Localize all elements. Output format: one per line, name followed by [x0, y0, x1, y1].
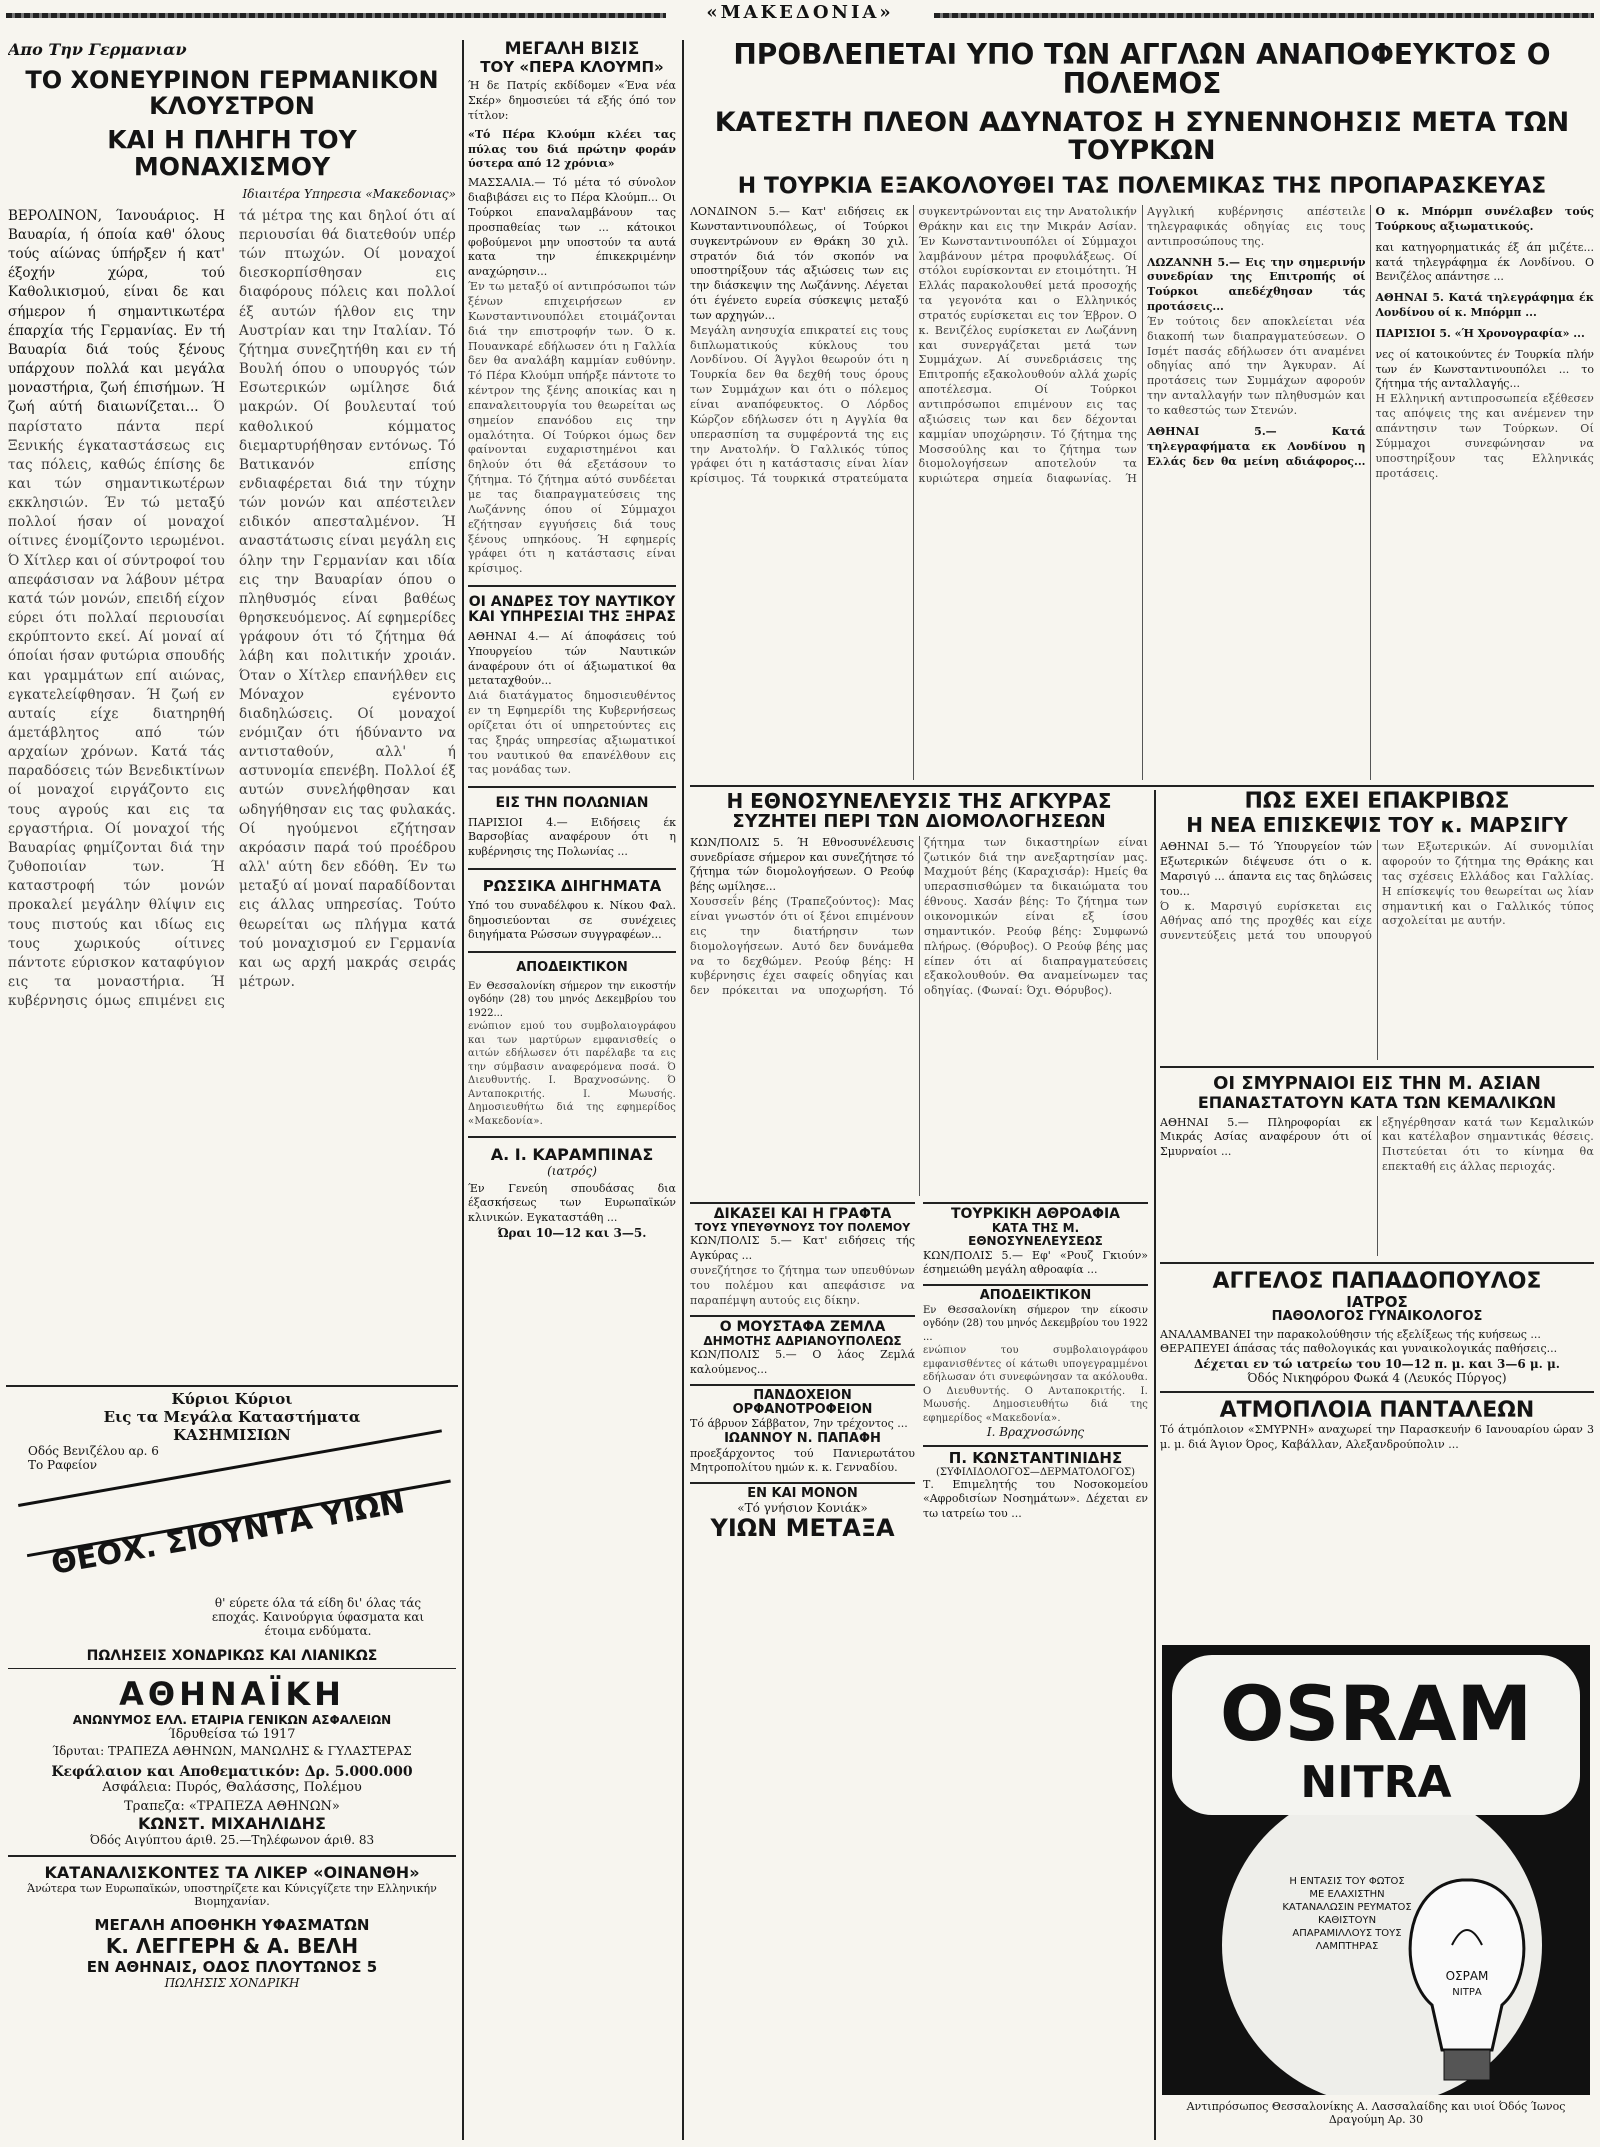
article-byline: Ιδιαιτέρα Υπηρεσια «Μακεδονιας» [242, 186, 456, 201]
angora-text: ΚΩΝ/ΠΟΛΙΣ 5. Ή Εθνοσυνέλευσις συνεδρίασε σήμερον και συνεζήτησε τό ζήτημα τών διομολογήσεων. Ο Ρεούφ βέης ωμίλησε... [690, 835, 914, 894]
smyrniots-continuation: εξηγέρθησαν κατά των Κεμαλικών και κατέλαβον σημαντικάς θέσεις. Πιστεύεται ότι το κίνημα θα επεκταθή εις άλλας περιοχάς. [1382, 1115, 1594, 1174]
bulb-type-greek: ΝΙΤΡΑ [1452, 1987, 1482, 1998]
konstantinidis-specialty: (ΣΥΦΙΛΙΔΟΛΟΓΟΣ—ΔΕΡΜΑΤΟΛΟΓΟΣ) [935, 1466, 1136, 1478]
store-ad-name: ΚΑΣΗΜΙΣΙΩΝ [173, 1426, 291, 1444]
section-rule [468, 868, 676, 870]
konstantinidis-body: Τ. Επιμελητής του Νοσοκομείου «Αφροδισίων Νοσημάτων». Δέχεται εν τω ιατρείω του ... [923, 1477, 1148, 1521]
section-rule [468, 1136, 676, 1138]
pera-club-continuation: Έν τω μεταξύ οί αντιπρόσωποι τών ξένων επιχειρήσεων εν Κωνσταντινουπόλει ετοιμάζονται διά την επιστροφήν των. Ό κ. Πουανκαρέ εδήλωσεν ότι η Γαλλία δεν θα αναλάβη καμμίαν ευθύνην. Τό Πέρα Κλούμπ υπήρξε πάντοτε το κέντρον της ξένης αποικίας και η επαναλειτουργία του θεωρείται ως σημείον επανόδου εις την ομαλότητα. Οί Τούρκοι όμως δεν φαίνονται ευχαριστημένοι και δηλούν ότι θά εξετάσουν το ζήτημα. Τό ζήτημα αύτό συνδέεται με τας διαπραγματεύσεις της Λωζάννης όπου οί Σύμμαχοι εζήτησαν εγγυήσεις διά τους ξένους υπηκόους. Ή εφημερίς γράφει ότι η κατάστασις είναι κρίσιμος. [468, 280, 676, 576]
masthead-title: «ΜΑΚΕΔΟΝΙΑ» [706, 2, 894, 23]
fabric-store-footer: ΠΩΛΗΣΙΣ ΧΟΝΔΡΙΚΗ [164, 1976, 300, 1990]
pantaleon-body: Τό άτμόπλοιον «ΣΜΥΡΝΗ» αναχωρεί την Παρασκευήν 6 Ιανουαρίου ώραν 3 μ. μ. διά Άγιον Όρος, Καβάλλαν, Αλεξανδρούπολιν ... [1160, 1423, 1594, 1452]
demonstration-body: ΚΩΝ/ΠΟΛΙΣ 5.— Εφ' «Ρουζ Γκιούν» έσημειώθη μεγάλη αθροαφία ... [923, 1248, 1148, 1277]
demonstration-headline: ΚΑΤΑ ΤΗΣ Μ. ΕΘΝΟΣΥΝΕΛΕΥΣΕΩΣ [968, 1221, 1103, 1249]
article-body [8, 207, 456, 1012]
zemla-subheadline: ΔΗΜΟΤΗΣ ΑΔΡΙΑΝΟΥΠΟΛΕΩΣ [703, 1333, 902, 1348]
osram-ad [1162, 1645, 1590, 2095]
metaxa-brand: ΥΙΩΝ ΜΕΤΑΞΑ [710, 1514, 895, 1543]
lead-article-body [690, 205, 1594, 780]
ads-column-1 [8, 1390, 456, 2140]
store-ad-line1: Κύριοι Κύριοι [171, 1390, 293, 1408]
lead-article-continuation: Μεγάλη ανησυχία επικρατεί εις τους διπλωματικούς κύκλους του Λονδίνου. Οί Άγγλοι θεωρούν ότι η Τουρκία δεν θα δεχθή τους όρους των Συμμάχων και ότι ο πόλεμος είναι αναπόφευκτος. Ο Λόρδος Κώρζον εδήλωσεν ότι η Αγγλία θα υπερασπίση τα συμφέροντά της εις την Ανατολήν. Ό Γαλλικός τύπος γράφει ότι η κατάστασις είναι λίαν κρίσιμος. Τά τουρκικά στρατεύματα συγκεντρώνονται εις την Ανατολικήν Θράκην και εις την Μικράν Ασίαν. Έν Κωνσταντινουπόλει οί Σύμμαχοι λαμβάνουν μέτρα προφυλάξεως. Οί στόλοι ευρίσκονται εν ετοιμότητι. Ή Ελλάς παρακολουθεί μετά προσοχής τα γεγονότα και ο Ελληνικός στρατός ευρίσκεται εις τον Έβρον. Ο κ. Βενιζέλος ευρίσκεται εν Λωζάννη και συνεργάζεται μετά των Συμμάχων. Αί συνεδριάσεις της Επιτροπής εξακολουθούν αλλά χωρίς αποτέλεσμα. Οί Τούρκοι αντιπρόσωποι επιμένουν εις τας αξιώσεις των και δεν δέχονται καμμίαν υποχώρησιν. Τό ζήτημα της Μοσσούλης και το ζήτημα των διομολογήσεων αποτελούν τα κυριώτερα σημεία διαφωνίας. Ή Αγγλική κυβέρνησις απέστειλε τηλεγραφικάς οδηγίας εις τους αντιπροσώπους της. [690, 205, 1366, 486]
siounta-banner [8, 1476, 456, 1596]
section-rule [468, 786, 676, 788]
block-trials [690, 1202, 915, 1542]
pera-club-intro: Ή δε Πατρίς εκδίδομεν «Ένα νέα Σκέρ» δημοσιεύει τά εξής όπό τον τίτλον: [468, 79, 676, 122]
section-rule [1160, 1262, 1594, 1264]
athinaiki-agent-head: Τραπεζα: «ΤΡΑΠΕΖΑ ΑΘΗΝΩΝ» [124, 1799, 340, 1814]
article-monasticism [8, 40, 456, 1380]
ad-rule [8, 1855, 456, 1857]
osram-footer: Αντιπρόσωπος Θεσσαλονίκης Α. Λασσαλαίδης και υιοί Όδός Ίωνος Δραγούμη Αρ. 30 [1186, 2100, 1566, 2126]
marsigu-continuation: Ό κ. Μαρσιγύ ευρίσκεται εις Αθήνας από της προχθές και είχε συνεντεύξεις μετά του υπουργού των Εξωτερικών. Αί συνομιλίαι αφορούν το ζήτημα της Θράκης και τας σχέσεις Ελλάδος και Γαλλίας. Η επίσκεψίς του θεωρείται ως λίαν σημαντική και ο Γαλλικός τύπος ασχολείται με αυτήν. [1160, 840, 1594, 943]
orphanage-name: ΙΩΑΝΝΟΥ Ν. ΠΑΠΑΦΗ [724, 1431, 881, 1447]
pantaleon-headline: ΑΤΜΟΠΛΟΙΑ ΠΑΝΤΑΛΕΩΝ [1219, 1398, 1535, 1424]
lead-article-text: ΛΟΝΔΙΝΟΝ 5.— Κατ' ειδήσεις εκ Κωνσταντινουπόλεως, οί Τούρκοι συγκεντρώνουν εν Θράκη 30 χιλ. στρατόν διά τόν σκοπόν να υποστηρίξουν τάς αξιώσεις των εις την διάσκεψιν της Λωζάννης. Λέγεται ότι έγένετο ευρεία σύσκεψις μεταξύ των αρχηγών... [690, 205, 909, 322]
masthead-rule-right [934, 13, 1594, 18]
column-rule [1154, 790, 1156, 2140]
navy-headline: ΟΙ ΑΝΔΡΕΣ ΤΟΥ ΝΑΥΤΙΚΟΥ ΚΑΙ ΥΠΗΡΕΣΙΑΙ ΤΗΣ ΞΗΡΑΣ [468, 594, 676, 626]
far-column-1: και κατηγορηματικάς έξ άπ μιζέτε... κατά τηλεγράφημα έκ Λονδίνου. Ο Βενιζέλος απάντησε ... [1375, 240, 1594, 284]
angelos-title: ΙΑΤΡΟΣ [1346, 1292, 1408, 1311]
marsigu-body: ΑΘΗΝΑΙ 5.— Τό Ύπουργείον τών Εξωτερικών διέψευσε ότι ο κ. Μαρσιγύ ... άπαντα εις τας δηλώσεις του... [1160, 840, 1372, 898]
athinaiki-subtitle: ΑΝΩΝΥΜΟΣ ΕΛΛ. ΕΤΑΙΡΙΑ ΓΕΝΙΚΩΝ ΑΣΦΑΛΕΙΩΝ [72, 1713, 392, 1727]
section-rule [468, 951, 676, 953]
angora-kicker: Η ΕΘΝΟΣΥΝΕΛΕΥΣΙΣ ΤΗΣ ΑΓΚΥΡΑΣ [726, 790, 1112, 813]
orphanage-body: Τό άβρυον Σάββατον, 7ην τρέχοντος ... [690, 1417, 908, 1431]
siounta-title: ΘΕΟΧ. ΣΙΟΥΝΤΑ ΥΙΩΝ [48, 1485, 408, 1582]
block-demonstration [923, 1202, 1148, 1542]
lausanne-report: ΛΩΖΑΝΝΗ 5.— Εις την σημερινήν συνεδρίαν της Επιτροπής οί Τούρκοι απεδέχθησαν τάς προτάσεις... [1147, 255, 1366, 314]
athinaiki-capital: Κεφάλαιον και Αποθεματικόν: Δρ. 5.000.000 [51, 1764, 413, 1780]
angora-headline: ΣΥΖΗΤΕΙ ΠΕΡΙ ΤΩΝ ΔΙΟΜΟΛΟΓΗΣΕΩΝ [732, 811, 1106, 832]
sales-line: ΠΩΛΗΣΕΙΣ ΧΟΝΔΡΙΚΩΣ ΚΑΙ ΛΙΑΝΙΚΩΣ [8, 1648, 456, 1669]
section-rule [690, 785, 1594, 787]
russia-headline: ΡΩΣΣΙΚΑ ΔΙΗΓΗΜΑΤΑ [482, 877, 662, 896]
marsigu-headline: Η ΝΕΑ ΕΠΙΣΚΕΨΙΣ ΤΟΥ κ. ΜΑΡΣΙΓΥ [1186, 813, 1568, 838]
athens-report: ΑΘΗΝΑΙ 5.— Κατά τηλεγραφήματα εκ Λονδίνου η Ελλάς δεν θα μείνη αδιάφορος... Ο κ. Μπόρμπ συνέλαβεν τούς Τούρκους αξιωματικούς. [1147, 205, 1594, 468]
fabric-store-address: ΕΝ ΑΘΗΝΑΙΣ, ΟΔΟΣ ΠΛΟΥΤΩΝΟΣ 5 [86, 1958, 378, 1976]
marsigu-body-cols [1160, 840, 1594, 1060]
article-lead: ΒΕΡΟΛΙΝΟΝ, Ίανουάριος. Η Βαυαρία, ή όποία καθ' όλους τούς αίώνας ύπήρξεν ή κατ' έξοχήν χώρα, τού Καθολικισμού, είναι δε και σήμερον ή σημαντικωτέρα έπαρχία τής Γερμανίας. Εν τή Βαυαρία διά τούς ξένους υπάρχουν πολλά και μεγάλα μοναστήρια, ζωή έπισήμων. Ή ζωή αύτή διαιωνίζεται... [8, 207, 225, 416]
athinaiki-agent: ΚΩΝΣΤ. ΜΙΧΑΗΛΙΔΗΣ [138, 1814, 326, 1833]
siounta-text: θ' εύρετε όλα τά είδη δι' όλας τάς εποχάς. Καινούργια ύφασματα και έτοιμα ενδύματα. [211, 1596, 425, 1638]
receipt-body: Εν Θεσσαλονίκη σήμερον την εικοστήν ογδόην (28) του μηνός Δεκεμβρίου του 1922... [468, 980, 676, 1019]
receipt-2-headline: ΑΠΟΔΕΙΚΤΙΚΟΝ [923, 1284, 1148, 1303]
metaxa-kicker: ΕΝ ΚΑΙ ΜΟΝΟΝ [690, 1482, 915, 1501]
smyrniots-subheadline: ΕΠΑΝΑΣΤΑΤΟΥΝ ΚΑΤΑ ΤΩΝ ΚΕΜΑΛΙΚΩΝ [1197, 1092, 1557, 1112]
smyrniots-body-cols [1160, 1116, 1594, 1256]
doctor-title: (ιατρός) [547, 1163, 597, 1178]
trials-body: ΚΩΝ/ΠΟΛΙΣ 5.— Κατ' ειδήσεις τής Αγκύρας ... [690, 1234, 915, 1263]
receipt-2-continuation: ενώπιον του συμβολαιογράφου εμφανισθέντες οί κάτωθι υπογεγραμμένοι εδήλωσαν ότι συνεφώνησαν τα ακόλουθα. Ο Διευθυντής. Ο Ανταποκριτής. Ι. Μωυσής. Δημοσιευθήτω διά της εφημερίδος «Μακεδονία». [923, 1345, 1148, 1424]
konstantinidis-name: Π. ΚΩΝΣΤΑΝΤΙΝΙΔΗΣ [923, 1445, 1148, 1467]
far-athens: ΑΘΗΝΑΙ 5. Κατά τηλεγράφημα έκ Λονδίνου οί κ. Μπόρμπ ... [1375, 291, 1594, 320]
orphanage-body-2: προεξάρχοντος τού Πανιερωτάτου Μητροπολίτου ημών κ. κ. Γενναδίου. [690, 1446, 915, 1475]
doctor-hours: Ώραι 10—12 και 3—5. [497, 1226, 647, 1241]
zemla-headline: Ο ΜΟΥΣΤΑΦΑ ΖΕΜΛΑ [690, 1315, 915, 1335]
receipt-2-signature: Ι. Βραχνοσώνης [986, 1425, 1085, 1440]
trials-continuation: συνεζήτησε το ζήτημα των υπευθύνων του πολέμου και απεφάσισε να παραπέμψη αυτούς εις δίκην. [690, 1263, 915, 1307]
marsigu-kicker: ΠΩΣ ΕΧΕΙ ΕΠΑΚΡΙΒΩΣ [1244, 790, 1510, 814]
osram-product: NITRA [1300, 1757, 1452, 1808]
smyrniots-headline: ΟΙ ΣΜΥΡΝΑΙΟΙ ΕΙΣ ΤΗΝ Μ. ΑΣΙΑΝ [1213, 1073, 1541, 1095]
column-rule [682, 40, 684, 2140]
osram-ad-art [1162, 1645, 1590, 2095]
angelos-line-1: ΑΝΑΛΑΜΒΑΝΕΙ την παρακολούθησιν τής εξελίξεως τής κυήσεως ... [1160, 1327, 1541, 1341]
masthead-rule-left [6, 13, 666, 18]
receipt-continuation: ενώπιον εμού του συμβολαιογράφου και των μαρτύρων εμφανισθείς ο αιτών εδήλωσεν ότι παρέλαβε τα εις την σύμβασιν αναφερόμενα ποσά. Ό Διευθυντής. Ι. Βραχνοσώνης. Ό Ανταποκριτής. Ι. Μωυσής. Δημοσιευθήτω διά της εφημερίδος «Μακεδονία». [468, 1021, 676, 1127]
section-rule [1160, 1391, 1594, 1393]
angelos-hours: Δέχεται εν τώ ιατρείω του 10—12 π. μ. και 3—6 μ. μ. [1194, 1357, 1560, 1372]
athinaiki-address: Όδός Αιγύπτου άριθ. 25.—Τηλέφωνον άριθ. 83 [89, 1833, 375, 1847]
pera-club-subhead: «Τό Πέρα Κλούμπ κλέει τας πύλας του διά πρώτην φοράν ύστερα από 12 χρόνια» [468, 127, 676, 171]
navy-continuation: Διά διατάγματος δημοσιευθέντος εν τη Εφημερίδι της Κυβερνήσεως ορίζεται ότι οί υπηρετούντες εις τας ξηράς υπηρεσίας αξιωματικοί του ναυτικού θα επανέλθουν εις τας μονάδας των. [468, 689, 676, 777]
store-ad-line2: Εις τα Μεγάλα Καταστήματα [103, 1408, 361, 1426]
far-continuation: Η Ελληνική αντιπροσωπεία εξέθεσεν τας απόψεις της και ανέμενεν την απάντησιν των Τούρκων. Οί Σύμμαχοι συνεφώνησαν να υποστηρίξουν τας Ελληνικάς προτάσεις. [1375, 392, 1594, 480]
trials-headline: ΔΙΚΑΣΕΙ ΚΑΙ Η ΓΡΑΦΤΑ [690, 1202, 915, 1222]
article-continuation: Ό παρίστατο πάντα περί Ξενικής έγκαταστάσεως εις τας πόλεις, καθώς έπίσης δε και τών σημαντικωτέρων εκκλησιών. Έν τώ μεταξύ πολλοί ήσαν οί μοναχοί οίτινες ένομίζοντο ιερωμένοι. Ό Χίτλερ και οί σύντροφοί του απεφάσισαν να λάβουν μέτρα κατά τών μονών, επειδή είχον εύρει ότι πολλαί περιουσίαι εκρύπτοντο εκεί. Αί μοναί αί όποίαι ήσαν φυτώρια σπουδής και γραμμάτων επί αιώνας, εγκατελείφθησαν. Ή ζωή εν αυταίς είχε διατηρηθή άμετάβλητος από τών αρχαίων χρόνων. Κατά τάς παραδόσεις τών Βενεδικτίνων οί μοναχοί ειργάζοντο εις τους αγρούς και εις τα εργαστήρια. Οί μοναχοί τής Βαυαρίας φημίζονται διά την ζυθοποιίαν των. Ή καταστροφή τών μονών προκαλεί μεγάλην θλίψιν εις τους πιστούς και ιδίως εις τους χωρικούς οίτινες πάντοτε εύρισκον καταφύγιον εις τα μοναστήρια. Ή κυβέρνησις όμως επιμένει εις τά μέτρα της και δηλοί ότι αί περιουσίαι θά διατεθούν υπέρ τών πτωχών. Οί μοναχοί διεσκορπίσθησαν εις διαφόρους πόλεις και πολλοί έξ αυτών ήλθον εις την Αυστρίαν και την Ιταλίαν. Τό ζήτημα συνεζητήθη και εν τή Βουλή όπου ο υπουργός τών Εσωτερικών ωμίλησε διά μακρών. Οί βουλευταί τού καθολικού κόμματος διεμαρτυρήθησαν εντόνως. Τό Βατικανόν επίσης ενδιαφέρεται διά την τύχην τών μονών και απέστειλεν ειδικόν απεσταλμένον. Ή αναστάτωσις είναι μεγάλη εις όλην την Γερμανίαν και ιδία εις την Βαυαρίαν όπου ο πληθυσμός είναι βαθέως θρησκευόμενος. Αί εφημερίδες γράφουν ότι τό ζήτημα θά λάβη και πολιτικήν χροιάν. Όταν ο Χίτλερ επανήλθεν εις Μόναχον εγένοντο διαδηλώσεις. Οί μοναχοί ενόμιζαν ότι ήδύναντο να αντισταθούν, αλλ' ή αστυνομία επενέβη. Πολλοί έξ αυτών συνελήφθησαν και ωδηγήθησαν εις τας φυλακάς. Οί ηγούμενοι εζήτησαν ακρόασιν παρά τού προέδρου αλλ' αύτη δεν εδόθη. Έν τω μεταξύ αί μοναί παραδίδονται εις άλλας υπηρεσίας. Τούτο θεωρείται ως πλήγμα κατά τού μοναχισμού εν Γερμανία και ως αρχή μακράς σειράς μέτρων. [8, 207, 456, 1010]
pera-club-subheadline: ΤΟΥ «ΠΕΡΑ ΚΛΟΥΜΠ» [480, 57, 664, 76]
trials-subheadline: ΤΟΥΣ ΥΠΕΥΘΥΝΟΥΣ ΤΟΥ ΠΟΛΕΜΟΥ [694, 1221, 911, 1235]
article-headline: ΤΟ ΧΟΝΕΥΡΙΝΟΝ ΓΕΡΜΑΝΙΚΟΝ ΚΛΟΥΣΤΡΟΝ [25, 66, 439, 121]
navy-body: ΑΘΗΝΑΙ 4.— Αί άποφάσεις τού Υπουργείου τών Ναυτικών άναφέρουν ότι οί άξιωματικοί θα μεταταχθούν... [468, 629, 676, 688]
athinaiki-title: ΑΘΗΝΑΪΚΗ [119, 1675, 345, 1713]
angora-continuation: Χουσσεΐν βέης (Τραπεζούντος): Μας είναι γνωστόν ότι οί ξένοι επιμένουν εις την διατήρησιν των διομολογήσεων. Αυτό δεν δυνάμεθα να το δεχθώμεν. Ρεούφ βέης: Η κυβέρνησις έχει σαφείς οδηγίας και δεν πρόκειται να υποχωρήση. Τό ζήτημα των δικαστηρίων είναι ζωτικόν διά την ανεξαρτησίαν μας. Μαχμούτ βέης (Καραχισάρ): Ημείς θα υπερασπισθώμεν τα δικαιώματα του έθνους. Χασάν βέης: Το ζήτημα των οικονομικών είναι εξ ίσου σημαντικόν. Ρεούφ βέης: Συμφωνώ πλήρως. (Θόρυβος). Ο Ρεούφ βέης μας είπεν ότι αί διαπραγματεύσεις εξακολουθούν. Θα αναμείνωμεν τας οδηγίας. (Φωναί: Όχι. Θόρυβος). [690, 835, 1148, 998]
poland-headline: ΕΙΣ ΤΗΝ ΠΟΛΩΝΙΑΝ [495, 795, 649, 812]
lead-headline-1: ΠΡΟΒΛΕΠΕΤΑΙ ΥΠΟ ΤΩΝ ΑΓΓΛΩΝ ΑΝΑΠΟΦΕΥΚΤΟΣ Ο ΠΟΛΕΜΟΣ [733, 40, 1551, 101]
column-rule [462, 40, 464, 2140]
article-kicker: Απο Την Γερμανιαν [8, 40, 187, 59]
athinaiki-founders: Ίδρυται: ΤΡΑΠΕΖΑ ΑΘΗΝΩΝ, ΜΑΝΩΛΗΣ & ΓΥΛΑΣΤΕΡΑΣ [52, 1744, 412, 1758]
angora-body [690, 836, 1148, 1196]
store-ad-address-2: Το Ραφείον [28, 1458, 98, 1472]
fabric-store-name: Κ. ΛΕΓΓΕΡΗ & Α. ΒΕΛΗ [105, 1934, 359, 1958]
section-rule [6, 1385, 458, 1387]
doctor-body: Έν Γενεύη σπουδάσας δια έξασκήσεως των Ευρωπαϊκών κλινικών. Εγκαταστάθη ... [468, 1181, 676, 1225]
receipt-2-body: Εν Θεσσαλονίκη σήμερον την είκοσιν ογδόην (28) του μηνός Δεκεμβρίου του 1922 ... [923, 1304, 1148, 1343]
far-paris: ΠΑΡΙΣΙΟΙ 5. «Ή Χρονογραφία» ... [1375, 326, 1585, 340]
section-rule [468, 585, 676, 587]
angelos-address: Όδός Νικηφόρου Φωκά 4 (Λευκός Πύργος) [1247, 1371, 1507, 1386]
lead-headlines [690, 40, 1594, 200]
bulb-brand-greek: ΟΣΡΑΜ [1445, 1969, 1489, 1983]
demonstration-kicker: ΤΟΥΡΚΙΚΗ ΑΘΡΟΑΦΙΑ [923, 1202, 1148, 1222]
column-2 [468, 40, 676, 2140]
right-blocks-row [690, 1202, 1148, 1542]
angelos-name: ΑΓΓΕΛΟΣ ΠΑΠΑΔΟΠΟΥΛΟΣ [1212, 1268, 1542, 1294]
angelos-specialty: ΠΑΘΟΛΟΓΟΣ ΓΥΝΑΙΚΟΛΟΓΟΣ [1271, 1309, 1483, 1325]
lausanne-continuation: Έν τούτοις δεν αποκλείεται νέα διακοπή των διαπραγματεύσεων. Ο Ισμέτ πασάς εδήλωσεν ότι αναμένει οδηγίας από την Άγκυραν. Αί προτάσεις των Συμμάχων αφορούν την ανταλλαγήν των πληθυσμών και το καθεστώς των Στενών. [1147, 314, 1366, 417]
poland-body: ΠΑΡΙΣΙΟΙ 4.— Ειδήσεις έκ Βαρσοβίας αναφέρουν ότι η κυβέρνησις της Πολωνίας ... [468, 815, 676, 859]
oinanthi-text: Άνώτερα των Ευρωπαϊκών, υποστηρίζετε και Κύνιςγίζετε την Ελληνικήν Βιομηχανίαν. [27, 1882, 437, 1908]
russia-body: Υπό του συναδέλφου κ. Νίκου Φαλ. δημοσιεύονται σε συνέχειες διηγήματα Ρώσσων συγγραφέων... [468, 898, 676, 942]
lead-headline-2: ΚΑΤΕΣΤΗ ΠΛΕΟΝ ΑΔΥΝΑΤΟΣ Η ΣΥΝΕΝΝΟΗΣΙΣ ΜΕΤΑ ΤΩΝ ΤΟΥΡΚΩΝ [714, 106, 1570, 167]
masthead [0, 0, 1600, 30]
athinaiki-insurance: Ασφάλεια: Πυρός, Θαλάσσης, Πολέμου [102, 1780, 362, 1795]
far-column-2: νες οί κατοικούντες έν Τουρκία πλήν των έν Κωνσταντινουπόλει ... το ζήτημα τής ανταλλαγής... [1375, 347, 1594, 391]
doctor-name: Α. Ι. ΚΑΡΑΜΠΙΝΑΣ [490, 1145, 654, 1164]
metaxa-subline: «Τό γνήσιον Κονιάκ» [737, 1501, 868, 1516]
fabric-store-head: ΜΕΓΑΛΗ ΑΠΟΘΗΚΗ ΥΦΑΣΜΑΤΩΝ [94, 1916, 370, 1934]
angelos-line-2: ΘΕΡΑΠΕΥΕΙ άπάσας τάς παθολογικάς και γυναικολογικάς παθήσεις... [1160, 1342, 1558, 1356]
smyrniots-body: ΑΘΗΝΑΙ 5.— Πληροφορίαι εκ Μικράς Ασίας αναφέρουν ότι οί Σμυρναίοι ... [1160, 1115, 1372, 1159]
lead-headline-3: Η ΤΟΥΡΚΙΑ ΕΞΑΚΟΛΟΥΘΕΙ ΤΑΣ ΠΟΛΕΜΙΚΑΣ ΤΗΣ ΠΡΟΠΑΡΑΣΚΕΥΑΣ [737, 174, 1547, 200]
zemla-body: ΚΩΝ/ΠΟΛΙΣ 5.— Ο λάος Ζεμλά καλούμενος... [690, 1348, 915, 1376]
oinanthi-title: ΚΑΤΑΝΑΛΙΣΚΟΝΤΕΣ ΤΑ ΛΙΚΕΡ «ΟΙΝΑΝΘΗ» [44, 1863, 420, 1882]
article-headline-2: ΚΑΙ Η ΠΛΗΓΗ ΤΟΥ ΜΟΝΑΧΙΣΜΟΥ [107, 124, 357, 182]
osram-brand: OSRAM [1219, 1669, 1533, 1758]
column-angora [690, 790, 1148, 2140]
pera-club-headline: ΜΕΓΑΛΗ ΒΙΣΙΣ [504, 40, 640, 59]
section-rule [1160, 1066, 1594, 1068]
store-ad-address: Οδός Βενιζέλου αρ. 6 [28, 1444, 159, 1458]
osram-text: Η ΕΝΤΑΣΙΣ ΤΟΥ ΦΩΤΟΣ ΜΕ ΕΛΑΧΙΣΤΗΝ ΚΑΤΑΝΑΛΩΣΙΝ ΡΕΥΜΑΤΟΣ ΚΑΘΙΣΤΟΥΝ ΑΠΑΡΑΜΙΛΛΟΥΣ ΤΟΥΣ ΛΑΜΠΤΗΡΑΣ [1282, 1876, 1412, 1952]
athinaiki-founded: Ίδρυθείσα τώ 1917 [168, 1727, 296, 1742]
orphanage-headline: ΠΑΝΔΟΧΕΙΟΝ ΟΡΦΑΝΟΤΡΟΦΕΙΟΝ [690, 1384, 915, 1418]
receipt-headline: ΑΠΟΔΕΙΚΤΙΚΟΝ [516, 960, 628, 976]
pera-club-body: ΜΑΣΣΑΛΙΑ.— Τό μέτα τό σύνολον διαβιβάσει εις το Πέρα Κλούμπ... Οι Τούρκοι επαναλαμβάνουν τας προσπαθείας των ... κάτοικοι φοβούμενοι μην υποστούν τα αυτά κατα την έπικεκριμένην αναχώρησιν... [468, 176, 676, 279]
